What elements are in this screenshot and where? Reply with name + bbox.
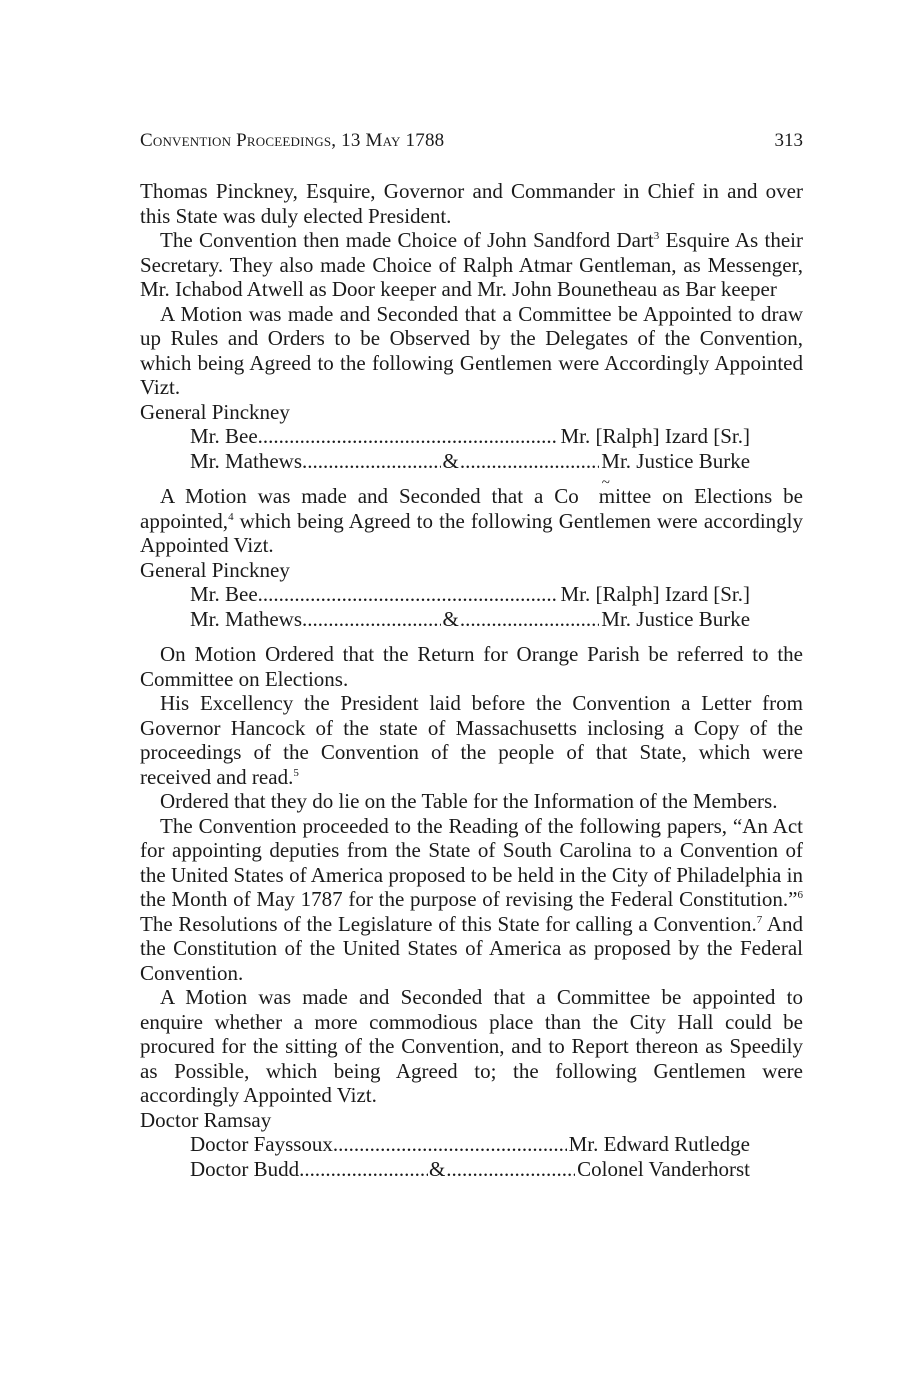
committee-row: [190, 1157, 750, 1182]
committee-members: [190, 1132, 750, 1181]
paragraph-5: On Motion Ordered that the Return for Orange Parish be referred to the Committee on Elections.: [140, 642, 803, 691]
committee-chair: General Pinckney: [140, 557, 290, 582]
member-left: Doctor Fayssoux: [190, 1132, 333, 1156]
footnote-ref-7: 7: [756, 913, 763, 926]
running-head-title: Convention Proceedings, 13 May 1788: [140, 130, 445, 151]
member-right: Mr. [Ralph] Izard [Sr.]: [560, 582, 750, 606]
footnote-ref-4: 4: [228, 510, 234, 523]
page-number: 313: [774, 130, 803, 151]
ampersand: &: [428, 1156, 446, 1181]
member-left: Mr. Bee: [190, 582, 258, 606]
paragraph-1: Thomas Pinckney, Esquire, Governor and Commander in Chief in and over this State was duly elected President.: [140, 179, 803, 228]
dot-leader: [446, 1157, 575, 1182]
committee-list-elections: [140, 558, 803, 632]
dot-leader: [460, 449, 599, 474]
member-left: Mr. Mathews: [190, 448, 302, 473]
committee-list-place: [140, 1108, 803, 1182]
dot-leader: [302, 449, 441, 474]
member-left: Doctor Budd: [190, 1156, 300, 1181]
committee-row: [190, 1132, 750, 1157]
abbreviated-m: m ~: [579, 484, 615, 509]
dot-leader: [258, 582, 559, 607]
dot-leader: [258, 424, 559, 449]
member-right: Mr. Justice Burke: [601, 606, 751, 631]
committee-row: [190, 449, 750, 474]
ampersand: &: [442, 448, 459, 473]
paragraph-9: A Motion was made and Seconded that a Committee be appointed to enquire whether a more commodious place than the City Hall could be procured for the sitting of the Convention, and to Report thereon as Speedily as Possible, which being Agreed to; the following Gentlemen were accordingly Appointed Vizt.: [140, 985, 803, 1107]
member-left: Mr. Mathews: [190, 606, 302, 631]
running-head: [140, 129, 803, 153]
member-left: Mr. Bee: [190, 424, 258, 448]
committee-row: [190, 424, 750, 449]
dot-leader: [299, 1157, 428, 1182]
paragraph-7: Ordered that they do lie on the Table for the Information of the Members.: [160, 789, 778, 813]
paragraph-4: A Motion was made and Seconded that a Co m ~ittee on Elections be appointed,$^4$ which being Agreed to the following Gentlemen were accordingly Appointed Vizt.: [140, 484, 803, 558]
body-text: [140, 179, 803, 1181]
footnote-ref-6: 6: [797, 889, 803, 901]
footnote-ref-5: 5: [293, 766, 299, 779]
member-right: Colonel Vanderhorst: [577, 1156, 751, 1181]
committee-row: [190, 582, 750, 607]
paragraph-6: His Excellency the President laid before the Convention a Letter from Governor Hancock of the state of Massachusetts inclosing a Copy of the proceedings of the Convention of the people of that State, which were received and read.$^5$: [140, 691, 803, 789]
committee-members: [190, 424, 750, 473]
committee-row: [190, 607, 750, 632]
committee-list-rules: [140, 400, 803, 474]
committee-members: [190, 582, 750, 631]
member-right: Mr. [Ralph] Izard [Sr.]: [560, 424, 750, 448]
committee-chair: General Pinckney: [140, 399, 290, 424]
committee-chair: Doctor Ramsay: [140, 1107, 272, 1132]
member-right: Mr. Justice Burke: [601, 448, 751, 473]
dot-leader: [302, 607, 441, 632]
member-right: Mr. Edward Rutledge: [568, 1132, 750, 1156]
dot-leader: [333, 1132, 567, 1157]
footnote-ref-3: 3: [653, 230, 660, 242]
dot-leader: [460, 607, 599, 632]
ampersand: &: [442, 606, 459, 631]
paragraph-3: A Motion was made and Seconded that a Committee be Appointed to draw up Rules and Orders to be Observed by the Delegates of the Convention, which being Agreed to the following Gentlemen were Accordingly Appointed Vizt.: [140, 301, 803, 399]
paragraph-8: The Convention proceeded to the Reading of the following papers, “An Act for appointing deputies from the State of South Carolina to a Convention of the United States of America proposed to be held in the City of Philadelphia in the Month of May 1787 for the purpose of revising the Federal Constitution.”$^6$ The Resolutions of the Legislature of this State for calling a Convention.$^7$ And the Constitution of the United States of America as proposed by the Federal Convention.: [140, 813, 803, 985]
paragraph-2: The Convention then made Choice of John Sandford Dart$^3$ Esquire As their Secretary. They also made Choice of Ralph Atmar Gentleman, as Messenger, Mr. Ichabod Atwell as Door keeper and Mr. John Bounetheau as Bar keeper: [140, 228, 804, 301]
